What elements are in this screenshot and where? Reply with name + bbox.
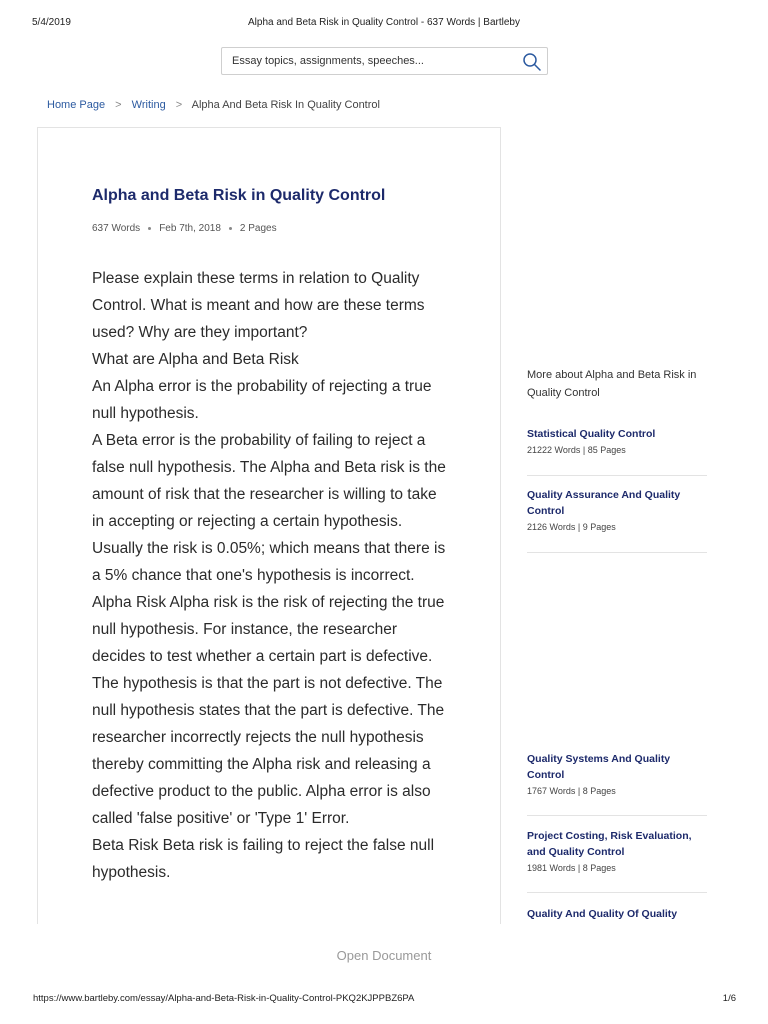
essay-paragraph: Beta Risk Beta risk is failing to reject the false null hypothesis. <box>92 837 435 881</box>
search-input[interactable] <box>221 47 548 75</box>
essay-paragraph: An Alpha error is the probability of rejecting a true null hypothesis. <box>92 378 432 422</box>
essay-page-count: 2 Pages <box>239 223 277 234</box>
related-essay[interactable] <box>527 487 707 532</box>
breadcrumb-separator: > <box>115 99 122 111</box>
related-essay-title[interactable]: Quality Assurance And Quality Control <box>527 489 681 517</box>
related-essay-meta: 1981 Words | 8 Pages <box>527 863 616 873</box>
breadcrumb-writing-link[interactable]: Writing <box>131 99 166 111</box>
print-footer <box>0 993 768 1007</box>
meta-dot <box>148 227 151 230</box>
breadcrumb-current: Alpha And Beta Risk In Quality Control <box>191 99 380 111</box>
related-essay-title[interactable]: Quality And Quality Of Quality <box>527 908 678 920</box>
print-title: Alpha and Beta Risk in Quality Control - 637 Words | Bartleby <box>248 17 520 28</box>
divider <box>527 552 707 553</box>
print-header <box>0 17 768 31</box>
divider <box>527 475 707 476</box>
essay-paragraph: Please explain these terms in relation to Quality Control. What is meant and how are these terms used? Why are they important? <box>92 270 425 341</box>
print-page-number: 1/6 <box>722 993 736 1004</box>
related-essay[interactable] <box>527 906 707 922</box>
print-date: 5/4/2019 <box>32 17 71 28</box>
search-placeholder: Essay topics, assignments, speeches... <box>232 55 424 67</box>
essay-word-count: 637 Words <box>92 223 141 234</box>
essay-body <box>92 265 452 886</box>
essay-title: Alpha and Beta Risk in Quality Control <box>92 187 386 204</box>
essay-paragraph: Alpha Risk Alpha risk is the risk of rejecting the true null hypothesis. For instance, the researcher decides to test whether a certain part is defective. The hypothesis is that the part is not defective. The null hypothesis states that the part is defective. The researcher incorrectly rejects the null hypothesis thereby committing the Alpha risk and releasing a defective product to the public. Alpha error is also called 'false positive' or 'Type 1' Error. <box>92 594 445 827</box>
related-essay[interactable] <box>527 426 707 455</box>
related-essay-meta: 2126 Words | 9 Pages <box>527 522 616 532</box>
breadcrumb-home-link[interactable]: Home Page <box>47 99 106 111</box>
breadcrumb <box>47 99 380 111</box>
related-essay-title[interactable]: Quality Systems And Quality Control <box>527 753 671 781</box>
related-essay-meta: 21222 Words | 85 Pages <box>527 445 626 455</box>
essay-paragraph: A Beta error is the probability of failing to reject a false null hypothesis. The Alpha and Beta risk is the amount of risk that the researcher is willing to take in accepting or rejecting a certain hypothesis. Usually the risk is 0.05%; which means that there is a 5% chance that one's hypothesis is incorrect. <box>92 432 446 584</box>
essay-date: Feb 7th, 2018 <box>159 223 221 234</box>
print-url: https://www.bartleby.com/essay/Alpha-and-Beta-Risk-in-Quality-Control-PKQ2KJPPBZ6PA <box>33 993 415 1004</box>
sidebar-intro: More about Alpha and Beta Risk in Quality Control <box>527 369 697 399</box>
related-essay[interactable] <box>527 828 707 873</box>
search-icon[interactable] <box>522 52 542 72</box>
related-essay-title[interactable]: Statistical Quality Control <box>527 428 656 440</box>
essay-card <box>37 127 501 924</box>
open-document-button[interactable]: Open Document <box>336 948 432 963</box>
essay-paragraph: What are Alpha and Beta Risk <box>92 351 299 368</box>
divider <box>527 892 707 893</box>
breadcrumb-separator: > <box>175 99 183 111</box>
related-essay-title[interactable]: Project Costing, Risk Evaluation, and Quality Control <box>527 830 692 858</box>
meta-dot <box>229 227 232 230</box>
essay-meta <box>92 223 277 234</box>
related-essay[interactable] <box>527 751 707 796</box>
divider <box>527 815 707 816</box>
related-essay-meta: 1767 Words | 8 Pages <box>527 786 616 796</box>
